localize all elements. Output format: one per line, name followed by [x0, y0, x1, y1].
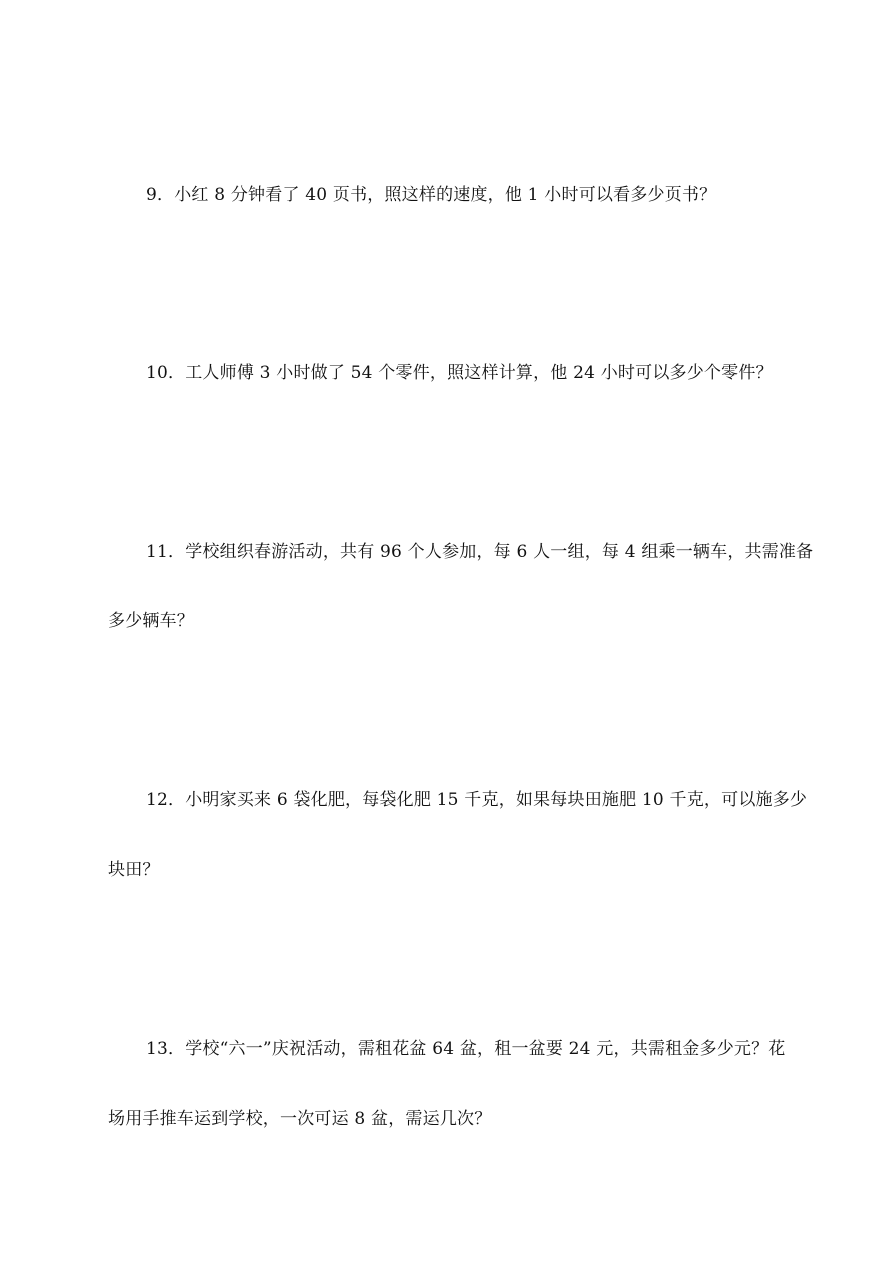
question-12-line-1: 12．小明家买来 6 袋化肥，每袋化肥 15 千克，如果每块田施肥 10 千克，可以施多少	[146, 790, 808, 810]
question-13-line-1: 13．学校“六一”庆祝活动，需租花盆 64 盆，租一盆要 24 元，共需租金多少元？花	[146, 1039, 786, 1059]
question-10-text: 10．工人师傅 3 小时做了 54 个零件，照这样计算，他 24 小时可以多少个零件？	[146, 363, 773, 383]
question-9-text: 9．小红 8 分钟看了 40 页书，照这样的速度，他 1 小时可以看多少页书？	[146, 185, 717, 205]
question-13-line-2: 场用手推车运到学校，一次可运 8 盆，需运几次？	[108, 1109, 492, 1129]
question-11-line-1: 11．学校组织春游活动，共有 96 个人参加，每 6 人一组，每 4 组乘一辆车，共需准备	[146, 542, 814, 562]
question-12-line-2: 块田？	[108, 860, 160, 880]
question-11-line-2: 多少辆车？	[108, 611, 194, 631]
